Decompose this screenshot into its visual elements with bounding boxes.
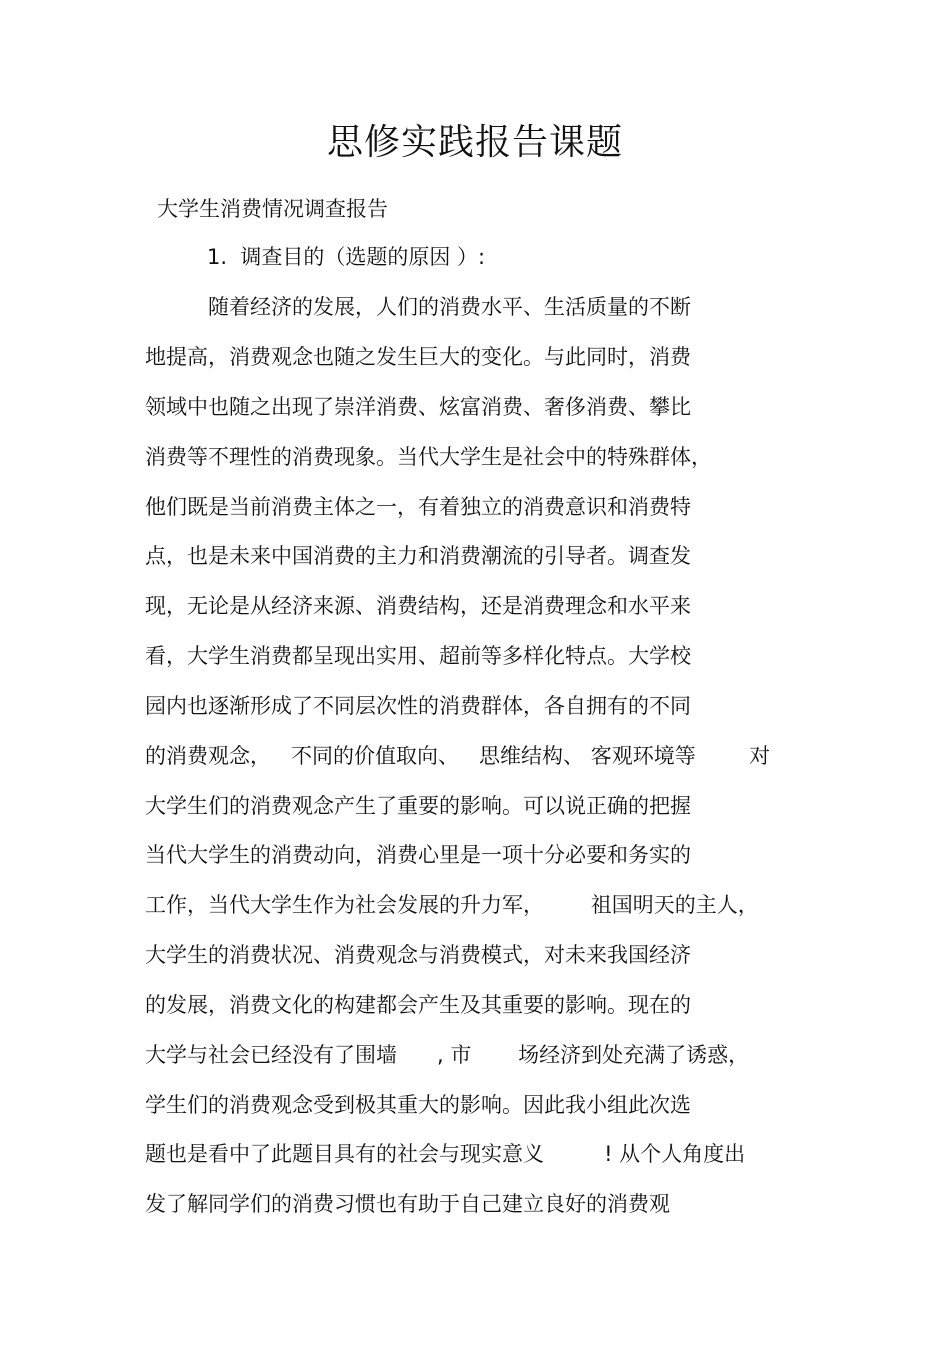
paragraph-line: 消费等不理性的消费现象。当代大学生是社会中的特殊群体， (145, 445, 712, 469)
paragraph-line: 随着经济的发展，人们的消费水平、生活质量的不断 (208, 295, 691, 319)
paragraph-line: 园内也逐渐形成了不同层次性的消费群体，各自拥有的不同 (145, 694, 691, 718)
paragraph-line: 地提高，消费观念也随之发生巨大的变化。与此同时，消费 (145, 345, 691, 369)
paragraph-line: 领域中也随之出现了崇洋消费、炫富消费、奢侈消费、攀比 (145, 395, 691, 419)
paragraph-line: 的消费观念， 不同的价值取向、 思维结构、 客观环境等 对 (145, 744, 771, 768)
document-title: 思修实践报告课题 (326, 122, 623, 163)
paragraph-line: 发了解同学们的消费习惯也有助于自己建立良好的消费观 (145, 1192, 670, 1216)
paragraph-line: 大学生的消费状况、消费观念与消费模式，对未来我国经济 (145, 943, 691, 967)
paragraph-line: 看，大学生消费都呈现出实用、超前等多样化特点。大学校 (145, 644, 691, 668)
paragraph-line: 现，无论是从经济来源、消费结构，还是消费理念和水平来 (145, 594, 691, 618)
document-subtitle: 大学生消费情况调查报告 (157, 197, 388, 221)
paragraph-line: 题也是看中了此题目具有的社会与现实意义 ! 从个人角度出 (145, 1142, 746, 1166)
paragraph-line: 点，也是未来中国消费的主力和消费潮流的引导者。调查发 (145, 544, 691, 568)
section-heading: 1. 调查目的（选题的原因 ）: (207, 245, 486, 269)
paragraph-line: 大学与社会已经没有了围墙 , 市 场经济到处充满了诱惑， (145, 1043, 750, 1067)
paragraph-line: 大学生们的消费观念产生了重要的影响。可以说正确的把握 (145, 794, 691, 818)
paragraph-line: 当代大学生的消费动向，消费心里是一项十分必要和务实的 (145, 843, 691, 867)
paragraph-line: 学生们的消费观念受到极其重大的影响。因此我小组此次选 (145, 1093, 691, 1117)
paragraph-line: 的发展，消费文化的构建都会产生及其重要的影响。现在的 (145, 993, 691, 1017)
paragraph-line: 工作，当代大学生作为社会发展的升力军， 祖国明天的主人， (145, 893, 759, 917)
paragraph-line: 他们既是当前消费主体之一，有着独立的消费意识和消费特 (145, 495, 691, 519)
